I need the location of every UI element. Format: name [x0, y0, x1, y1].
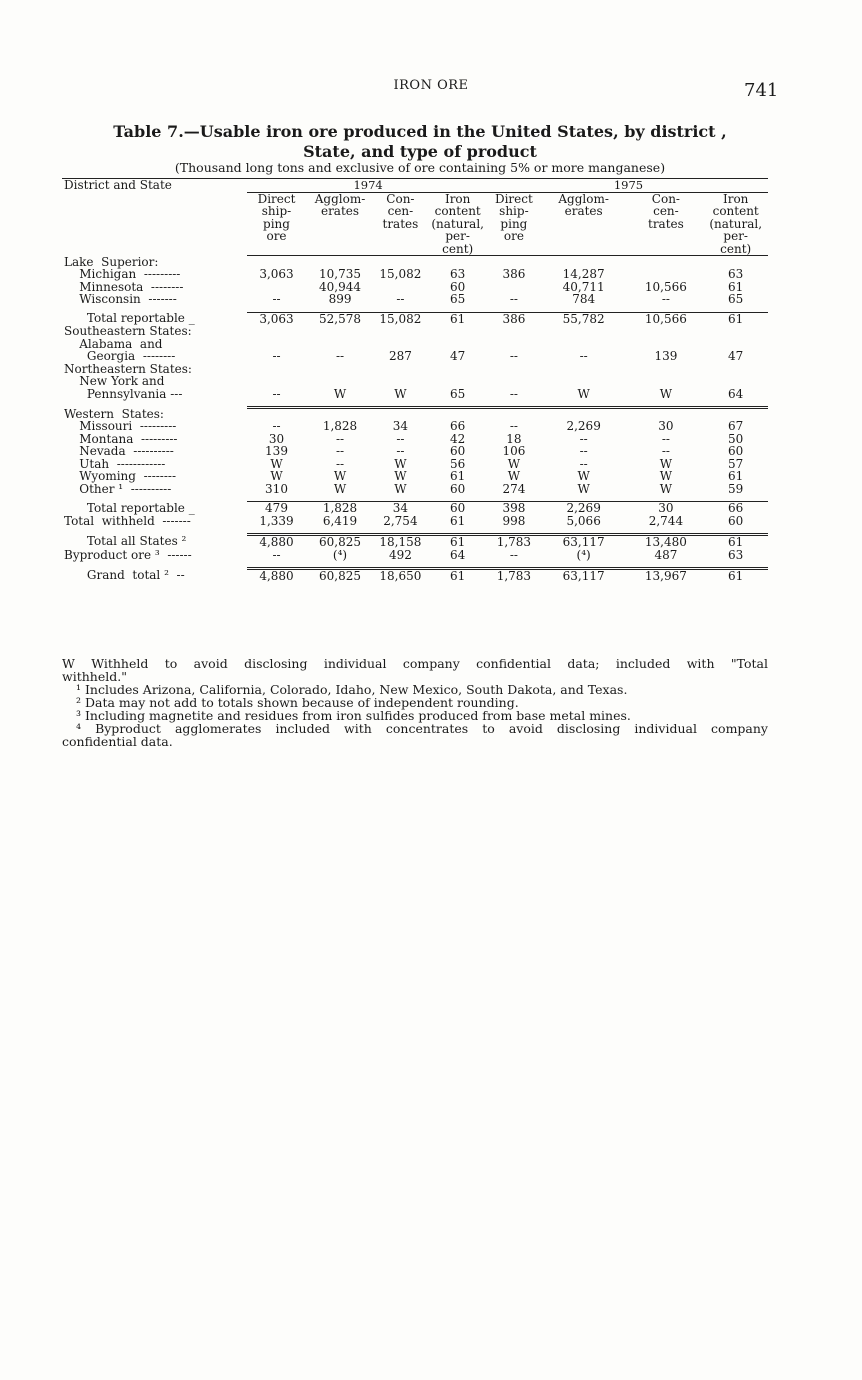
table-cell — [489, 325, 539, 338]
table-cell: -- — [509, 547, 518, 562]
table-cell: 61 — [450, 469, 466, 483]
table-row — [62, 325, 768, 338]
table-cell: 998 — [502, 513, 526, 528]
table-cell: W — [394, 386, 407, 401]
table-cell: 139 — [265, 444, 288, 458]
table-cell: 13,480 — [628, 535, 703, 549]
table-title-line-2: State, and type of product — [303, 142, 537, 161]
table-cell: 60,825 — [306, 535, 375, 549]
table-cell — [306, 325, 375, 338]
row-label: Utah ------------ — [64, 456, 166, 471]
table-cell: 5,066 — [566, 513, 601, 528]
table-body — [62, 256, 768, 583]
table-cell: 67 — [728, 419, 744, 433]
table-cell: 386 — [489, 312, 539, 325]
table-cell — [426, 325, 488, 338]
table-cell: -- — [272, 386, 281, 401]
row-label: Northeastern States: — [64, 361, 192, 376]
table-cell: 13,967 — [628, 569, 703, 583]
page-number: 741 — [744, 80, 779, 101]
table-cell: 492 — [388, 547, 412, 562]
table-cell: 899 — [328, 292, 352, 306]
table-row — [62, 569, 768, 583]
table-cell: 30 — [628, 502, 703, 515]
footnote-4-line-2: confidential data. — [62, 734, 173, 749]
table-cell: W — [394, 481, 407, 496]
table-cell: 139 — [654, 349, 678, 363]
table-row — [62, 350, 768, 363]
row-label: Total all States ² — [64, 533, 187, 548]
table-cell: 55,782 — [539, 312, 629, 325]
table-cell: -- — [661, 292, 670, 306]
table-row — [62, 363, 768, 376]
row-label: Total reportable _ — [64, 500, 195, 515]
table-cell: 14,287 — [562, 267, 605, 281]
table-cell — [539, 375, 629, 388]
table-cell: 61 — [426, 535, 488, 549]
col-1974-agglomerates: Agglom- erates — [306, 192, 375, 256]
table-cell: -- — [335, 444, 345, 458]
table-row — [62, 535, 768, 549]
iron-ore-table — [62, 178, 768, 583]
table-cell: 10,566 — [644, 279, 687, 294]
table-cell: W — [394, 456, 407, 471]
table-cell: 59 — [728, 481, 744, 496]
table-cell — [703, 363, 768, 376]
table-cell — [539, 325, 629, 338]
table-cell: (⁴) — [576, 547, 591, 562]
table-cell: W — [270, 469, 283, 483]
table-cell: 4,880 — [247, 535, 305, 549]
table-cell: -- — [661, 444, 670, 458]
row-label: Nevada ---------- — [64, 444, 174, 458]
table-cell: 61 — [703, 535, 768, 549]
table-row — [62, 470, 768, 483]
year-header-row — [62, 179, 768, 193]
table-cell: 386 — [502, 267, 526, 281]
table-cell — [703, 325, 768, 338]
table-cell: 65 — [450, 292, 466, 306]
table-cell: 65 — [450, 386, 466, 401]
col-1975-iron-content: Iron content (natural, per- cent) — [703, 192, 768, 256]
table-cell: W — [394, 469, 407, 483]
col-1975-concentrates: Con- cen- trates — [628, 192, 703, 256]
table-cell: W — [333, 469, 347, 483]
table-cell: 287 — [388, 349, 412, 363]
table-cell: 30 — [268, 431, 285, 446]
table-cell: 61 — [728, 469, 744, 483]
table-cell: -- — [272, 292, 281, 306]
table-cell: 65 — [728, 292, 744, 306]
table-cell: W — [507, 469, 521, 483]
table-cell: 60 — [450, 279, 466, 294]
table-row — [62, 549, 768, 562]
footnotes — [62, 657, 768, 748]
col-1974-concentrates: Con- cen- trates — [374, 192, 426, 256]
table-cell: -- — [272, 547, 281, 562]
year-1975-header: 1975 — [489, 179, 768, 193]
table-cell: 61 — [426, 312, 488, 325]
footnote-2: ² Data may not add to totals shown because of independent rounding. — [76, 695, 519, 710]
table-cell: 1,828 — [306, 502, 375, 515]
table-cell: 63,117 — [539, 569, 629, 583]
table-cell: W — [270, 456, 283, 471]
table-cell: 10,735 — [319, 267, 362, 281]
row-label: Pennsylvania --- — [64, 386, 183, 401]
table-cell: 784 — [572, 292, 596, 306]
table-row — [62, 420, 768, 433]
table-cell: 10,566 — [628, 312, 703, 325]
table-cell: 63,117 — [539, 535, 629, 549]
table-cell: -- — [509, 419, 518, 433]
table-cell: 3,063 — [247, 312, 305, 325]
table-cell: W — [659, 481, 673, 496]
row-label: Total reportable _ — [64, 311, 195, 325]
table-cell: 2,269 — [566, 419, 601, 433]
row-label: Western States: — [64, 406, 164, 421]
table-cell — [628, 375, 703, 388]
table-row — [62, 293, 768, 306]
table-cell: 50 — [728, 431, 744, 446]
table-cell: 60 — [728, 444, 744, 458]
table-cell — [489, 363, 539, 376]
table-cell: 60 — [426, 502, 488, 515]
table-cell — [628, 268, 703, 281]
table-cell: -- — [509, 386, 518, 401]
table-cell: 18,158 — [374, 535, 426, 549]
table-row — [62, 502, 768, 515]
table-cell — [628, 256, 703, 269]
table-cell: 18 — [506, 431, 522, 446]
table-cell: -- — [335, 349, 345, 363]
table-cell: 61 — [703, 312, 768, 325]
table-cell — [306, 363, 375, 376]
table-cell: 1,783 — [489, 535, 539, 549]
table-cell: 61 — [728, 279, 744, 294]
table-cell: 56 — [450, 456, 466, 471]
table-cell — [247, 363, 305, 376]
table-cell: 106 — [502, 444, 526, 458]
table-cell: 487 — [654, 547, 678, 562]
table-cell: -- — [396, 292, 405, 306]
table-cell: 52,578 — [306, 312, 375, 325]
table-cell: 479 — [247, 502, 305, 515]
table-cell: -- — [396, 444, 405, 458]
table-cell — [703, 375, 768, 388]
table-cell: (⁴) — [332, 547, 348, 562]
row-label: Georgia -------- — [64, 349, 176, 363]
table-cell: -- — [396, 431, 405, 446]
table-title-line-1: Table 7.—Usable iron ore produced in the United States, by district , — [113, 122, 727, 141]
table-cell: -- — [509, 292, 518, 306]
table-row — [62, 515, 768, 528]
row-label: Other ¹ ---------- — [64, 481, 172, 496]
table-cell: 40,944 — [319, 279, 362, 294]
table-cell — [628, 363, 703, 376]
table-cell: 274 — [502, 481, 526, 496]
table-cell — [489, 375, 539, 388]
table-cell: W — [577, 469, 590, 483]
row-label: Montana --------- — [64, 431, 178, 446]
footnote-w-line-1: W Withheld to avoid disclosing individual company confidential data; included with "Total — [62, 656, 768, 671]
table-cell: -- — [509, 349, 518, 363]
table-cell: 63 — [728, 547, 744, 562]
table-cell: 61 — [426, 569, 488, 583]
table-cell — [426, 375, 488, 388]
table-cell: -- — [272, 349, 281, 363]
table-cell: W — [577, 386, 590, 401]
table-cell: 60 — [728, 513, 744, 528]
table-cell: 2,269 — [539, 502, 629, 515]
table-row — [62, 445, 768, 458]
table-cell: 64 — [450, 547, 466, 562]
table-cell: W — [659, 469, 673, 483]
table-cell: 66 — [703, 502, 768, 515]
table-cell: 57 — [728, 456, 744, 471]
table-cell: -- — [335, 456, 345, 471]
table-cell: 42 — [450, 431, 466, 446]
col-1974-direct-shipping: Direct ship- ping ore — [247, 192, 305, 256]
table-subtitle: (Thousand long tons and exclusive of ore containing 5% or more manganese) — [174, 160, 666, 175]
footnote-4-line-1: ⁴ Byproduct agglomerates included with concentrates to avoid disclosing individual company — [76, 721, 768, 736]
footnote-3: ³ Including magnetite and residues from iron sulfides produced from base metal mines. — [76, 708, 631, 723]
table-cell: 34 — [374, 502, 426, 515]
table-cell: 310 — [265, 481, 288, 496]
table-cell: -- — [579, 456, 588, 471]
table-cell: -- — [579, 349, 588, 363]
col-1974-iron-content: Iron content (natural, per- cent) — [426, 192, 488, 256]
table-cell: W — [333, 481, 347, 496]
row-label: Alabama and — [64, 336, 163, 351]
year-1974-header: 1974 — [247, 179, 489, 193]
table-cell: 1,783 — [489, 569, 539, 583]
table-cell: W — [659, 386, 673, 401]
table-cell: 15,082 — [374, 312, 426, 325]
table-cell — [426, 363, 488, 376]
table-cell: 47 — [450, 349, 466, 363]
row-label: Wyoming -------- — [64, 469, 177, 483]
table-cell: 1,339 — [259, 513, 294, 528]
table-row — [62, 483, 768, 496]
col-1975-agglomerates: Agglom- erates — [539, 192, 629, 256]
table-cell — [247, 375, 305, 388]
row-label: Southeastern States: — [64, 324, 192, 338]
row-label: Grand total ² -- — [64, 567, 185, 582]
stub-header: District and State — [62, 179, 247, 256]
row-label: New York and — [64, 374, 165, 388]
table-cell: 2,754 — [383, 513, 418, 528]
table-cell: 47 — [728, 349, 744, 363]
table-cell: -- — [579, 431, 588, 446]
table-cell: 63 — [450, 267, 466, 281]
table-cell: 64 — [728, 386, 744, 401]
spacer-row — [62, 400, 768, 408]
table-cell — [374, 375, 426, 388]
table-cell: 18,650 — [374, 569, 426, 583]
table-cell: -- — [335, 431, 345, 446]
table-cell: 40,711 — [562, 279, 605, 294]
table-cell: 4,880 — [247, 569, 305, 583]
table-cell: W — [577, 481, 590, 496]
table-cell: W — [507, 456, 521, 471]
table-row — [62, 388, 768, 401]
row-label: Byproduct ore ³ ------ — [64, 547, 192, 562]
table-cell: -- — [272, 419, 281, 433]
table-cell — [306, 375, 375, 388]
table-cell: 66 — [450, 419, 466, 433]
table-cell: -- — [661, 431, 670, 446]
table-cell: 61 — [703, 569, 768, 583]
table-cell: W — [333, 386, 347, 401]
row-label: Wisconsin ------- — [64, 292, 177, 306]
table-cell: 63 — [728, 267, 744, 281]
table-cell: 2,744 — [648, 513, 684, 528]
table-cell: 34 — [392, 419, 409, 433]
table-row — [62, 375, 768, 388]
row-label: Minnesota -------- — [64, 279, 184, 294]
table-cell: 60 — [450, 444, 466, 458]
table-cell — [374, 363, 426, 376]
footnote-1: ¹ Includes Arizona, California, Colorado, Idaho, New Mexico, South Dakota, and Texas. — [76, 682, 628, 697]
table-cell: 398 — [489, 502, 539, 515]
table-cell: 6,419 — [322, 513, 358, 528]
table-cell — [539, 363, 629, 376]
table-cell: 60,825 — [306, 569, 375, 583]
row-label: Lake Superior: — [64, 254, 159, 269]
table-cell: 60 — [450, 481, 466, 496]
footnote-w-line-2: withheld." — [62, 669, 127, 684]
table-cell: 30 — [658, 419, 674, 433]
table-cell: 1,828 — [322, 419, 358, 433]
table-row — [62, 268, 768, 281]
table-cell — [628, 325, 703, 338]
table-cell: W — [659, 456, 673, 471]
row-label: Total withheld ------- — [64, 513, 191, 528]
table-cell — [247, 325, 305, 338]
table-cell — [374, 325, 426, 338]
table-title — [60, 122, 780, 162]
col-1975-direct-shipping: Direct ship- ping ore — [489, 192, 539, 256]
table-cell: 3,063 — [259, 267, 294, 281]
table-cell: -- — [579, 444, 588, 458]
row-label: Michigan --------- — [64, 267, 181, 281]
table-cell: 61 — [450, 513, 466, 528]
table-cell: 15,082 — [379, 267, 422, 281]
row-label: Missouri --------- — [64, 419, 177, 433]
spacer-cell — [62, 400, 768, 408]
running-head: IRON ORE — [393, 78, 469, 93]
